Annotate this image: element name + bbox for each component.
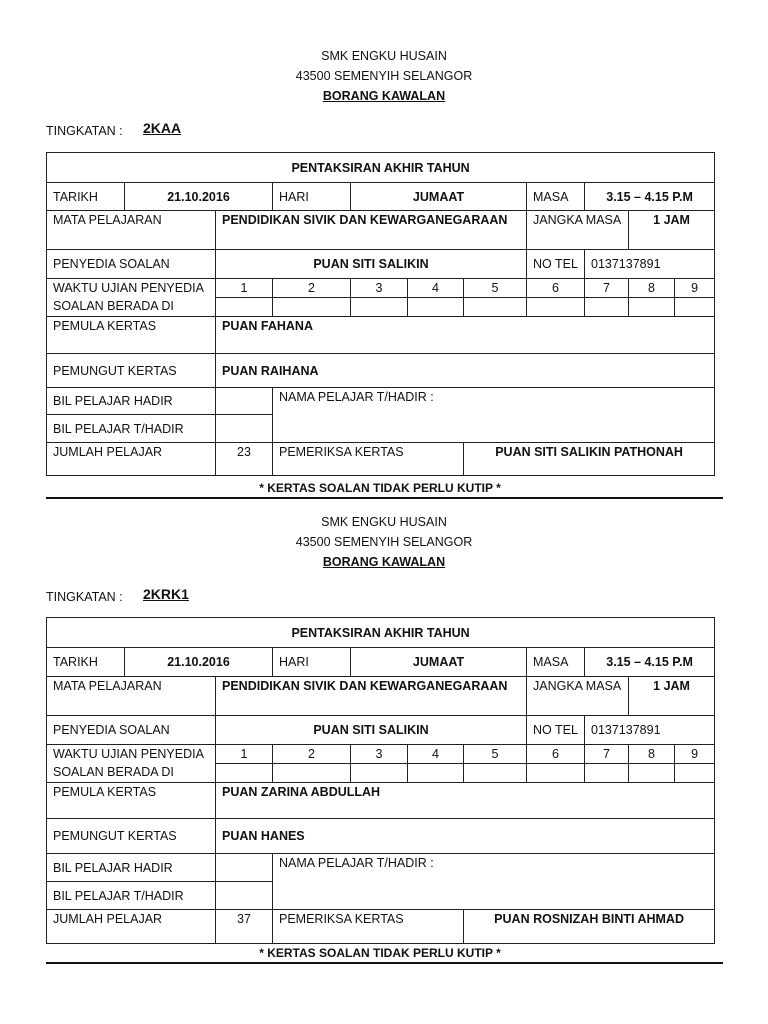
jumlah-value: 37 <box>216 910 273 944</box>
tingkatan-label: TINGKATAN : <box>46 590 123 604</box>
hari-value: JUMAAT <box>351 183 527 211</box>
jumlah-label: JUMLAH PELAJAR <box>47 443 216 476</box>
period-cell[interactable] <box>527 298 585 317</box>
period-cell[interactable] <box>527 764 585 783</box>
school-name: SMK ENGKU HUSAIN <box>321 515 447 529</box>
pemula-label: PEMULA KERTAS <box>47 317 216 354</box>
thadir-value[interactable] <box>216 882 273 910</box>
waktu-label: WAKTU UJIAN PENYEDIA SOALAN BERADA DI <box>47 745 216 783</box>
hadir-label: BIL PELAJAR HADIR <box>47 854 216 882</box>
period-1: 1 <box>216 279 273 298</box>
form-title: BORANG KAWALAN <box>322 89 446 103</box>
assessment-title: PENTAKSIRAN AKHIR TAHUN <box>47 153 715 183</box>
period-8: 8 <box>629 279 675 298</box>
period-4: 4 <box>408 745 464 764</box>
form-note: * KERTAS SOALAN TIDAK PERLU KUTIP * <box>259 946 501 960</box>
pemeriksa-label: PEMERIKSA KERTAS <box>273 443 464 476</box>
period-cell[interactable] <box>675 298 715 317</box>
pemula-value: PUAN ZARINA ABDULLAH <box>216 783 715 819</box>
hadir-value[interactable] <box>216 388 273 415</box>
period-cell[interactable] <box>216 298 273 317</box>
thadir-label: BIL PELAJAR T/HADIR <box>47 415 216 443</box>
hadir-value[interactable] <box>216 854 273 882</box>
tingkatan-label: TINGKATAN : <box>46 124 123 138</box>
thadir-value[interactable] <box>216 415 273 443</box>
masa-label: MASA <box>527 183 585 211</box>
penyedia-value: PUAN SITI SALIKIN <box>216 250 527 279</box>
period-5: 5 <box>464 745 527 764</box>
period-5: 5 <box>464 279 527 298</box>
period-3: 3 <box>351 279 408 298</box>
hari-value: JUMAAT <box>351 648 527 677</box>
period-6: 6 <box>527 745 585 764</box>
period-cell[interactable] <box>464 298 527 317</box>
pemungut-value: PUAN HANES <box>216 819 715 854</box>
pemungut-value: PUAN RAIHANA <box>216 354 715 388</box>
period-cell[interactable] <box>629 764 675 783</box>
pemungut-label: PEMUNGUT KERTAS <box>47 354 216 388</box>
pemeriksa-value: PUAN SITI SALIKIN PATHONAH <box>464 443 715 476</box>
period-cell[interactable] <box>585 298 629 317</box>
notel-label: NO TEL <box>527 250 585 279</box>
period-cell[interactable] <box>585 764 629 783</box>
assessment-title: PENTAKSIRAN AKHIR TAHUN <box>47 618 715 648</box>
period-cell[interactable] <box>464 764 527 783</box>
tarikh-value: 21.10.2016 <box>125 648 273 677</box>
control-table <box>46 152 715 476</box>
notel-value: 0137137891 <box>585 716 715 745</box>
period-7: 7 <box>585 279 629 298</box>
tingkatan-value: 2KRK1 <box>143 586 189 602</box>
penyedia-label: PENYEDIA SOALAN <box>47 716 216 745</box>
separator-line <box>46 497 723 499</box>
thadir-label: BIL PELAJAR T/HADIR <box>47 882 216 910</box>
pemeriksa-value: PUAN ROSNIZAH BINTI AHMAD <box>464 910 715 944</box>
hari-label: HARI <box>273 183 351 211</box>
tarikh-value: 21.10.2016 <box>125 183 273 211</box>
form-header <box>0 512 768 572</box>
period-7: 7 <box>585 745 629 764</box>
pemungut-label: PEMUNGUT KERTAS <box>47 819 216 854</box>
jangka-value: 1 JAM <box>629 677 715 716</box>
masa-label: MASA <box>527 648 585 677</box>
period-cell[interactable] <box>216 764 273 783</box>
period-cell[interactable] <box>351 298 408 317</box>
penyedia-value: PUAN SITI SALIKIN <box>216 716 527 745</box>
nama-label: NAMA PELAJAR T/HADIR : <box>273 854 715 910</box>
hari-label: HARI <box>273 648 351 677</box>
control-table <box>46 617 715 944</box>
school-address: 43500 SEMENYIH SELANGOR <box>295 69 473 83</box>
mata-value: PENDIDIKAN SIVIK DAN KEWARGANEGARAAN <box>216 677 527 716</box>
school-name: SMK ENGKU HUSAIN <box>321 49 447 63</box>
period-1: 1 <box>216 745 273 764</box>
tingkatan-value: 2KAA <box>143 120 182 136</box>
school-address: 43500 SEMENYIH SELANGOR <box>295 535 473 549</box>
pemula-value: PUAN FAHANA <box>216 317 715 354</box>
tarikh-label: TARIKH <box>47 183 125 211</box>
masa-value: 3.15 – 4.15 P.M <box>585 183 715 211</box>
jumlah-value: 23 <box>216 443 273 476</box>
jangka-value: 1 JAM <box>629 211 715 250</box>
period-cell[interactable] <box>273 764 351 783</box>
jumlah-label: JUMLAH PELAJAR <box>47 910 216 944</box>
period-cell[interactable] <box>675 764 715 783</box>
period-3: 3 <box>351 745 408 764</box>
period-9: 9 <box>675 279 715 298</box>
period-2: 2 <box>273 279 351 298</box>
period-cell[interactable] <box>273 298 351 317</box>
jangka-label: JANGKA MASA <box>527 211 629 250</box>
notel-value: 0137137891 <box>585 250 715 279</box>
period-8: 8 <box>629 745 675 764</box>
pemula-label: PEMULA KERTAS <box>47 783 216 819</box>
form-note: * KERTAS SOALAN TIDAK PERLU KUTIP * <box>259 481 501 495</box>
mata-label: MATA PELAJARAN <box>47 677 216 716</box>
form-title: BORANG KAWALAN <box>322 555 446 569</box>
waktu-label: WAKTU UJIAN PENYEDIA SOALAN BERADA DI <box>47 279 216 317</box>
nama-label: NAMA PELAJAR T/HADIR : <box>273 388 715 443</box>
period-9: 9 <box>675 745 715 764</box>
jangka-label: JANGKA MASA <box>527 677 629 716</box>
notel-label: NO TEL <box>527 716 585 745</box>
mata-label: MATA PELAJARAN <box>47 211 216 250</box>
period-4: 4 <box>408 279 464 298</box>
period-cell[interactable] <box>351 764 408 783</box>
pemeriksa-label: PEMERIKSA KERTAS <box>273 910 464 944</box>
separator-line <box>46 962 723 964</box>
mata-value: PENDIDIKAN SIVIK DAN KEWARGANEGARAAN <box>216 211 527 250</box>
form-header <box>0 46 768 106</box>
tarikh-label: TARIKH <box>47 648 125 677</box>
hadir-label: BIL PELAJAR HADIR <box>47 388 216 415</box>
period-cell[interactable] <box>408 298 464 317</box>
period-6: 6 <box>527 279 585 298</box>
period-cell[interactable] <box>408 764 464 783</box>
period-cell[interactable] <box>629 298 675 317</box>
period-2: 2 <box>273 745 351 764</box>
penyedia-label: PENYEDIA SOALAN <box>47 250 216 279</box>
masa-value: 3.15 – 4.15 P.M <box>585 648 715 677</box>
